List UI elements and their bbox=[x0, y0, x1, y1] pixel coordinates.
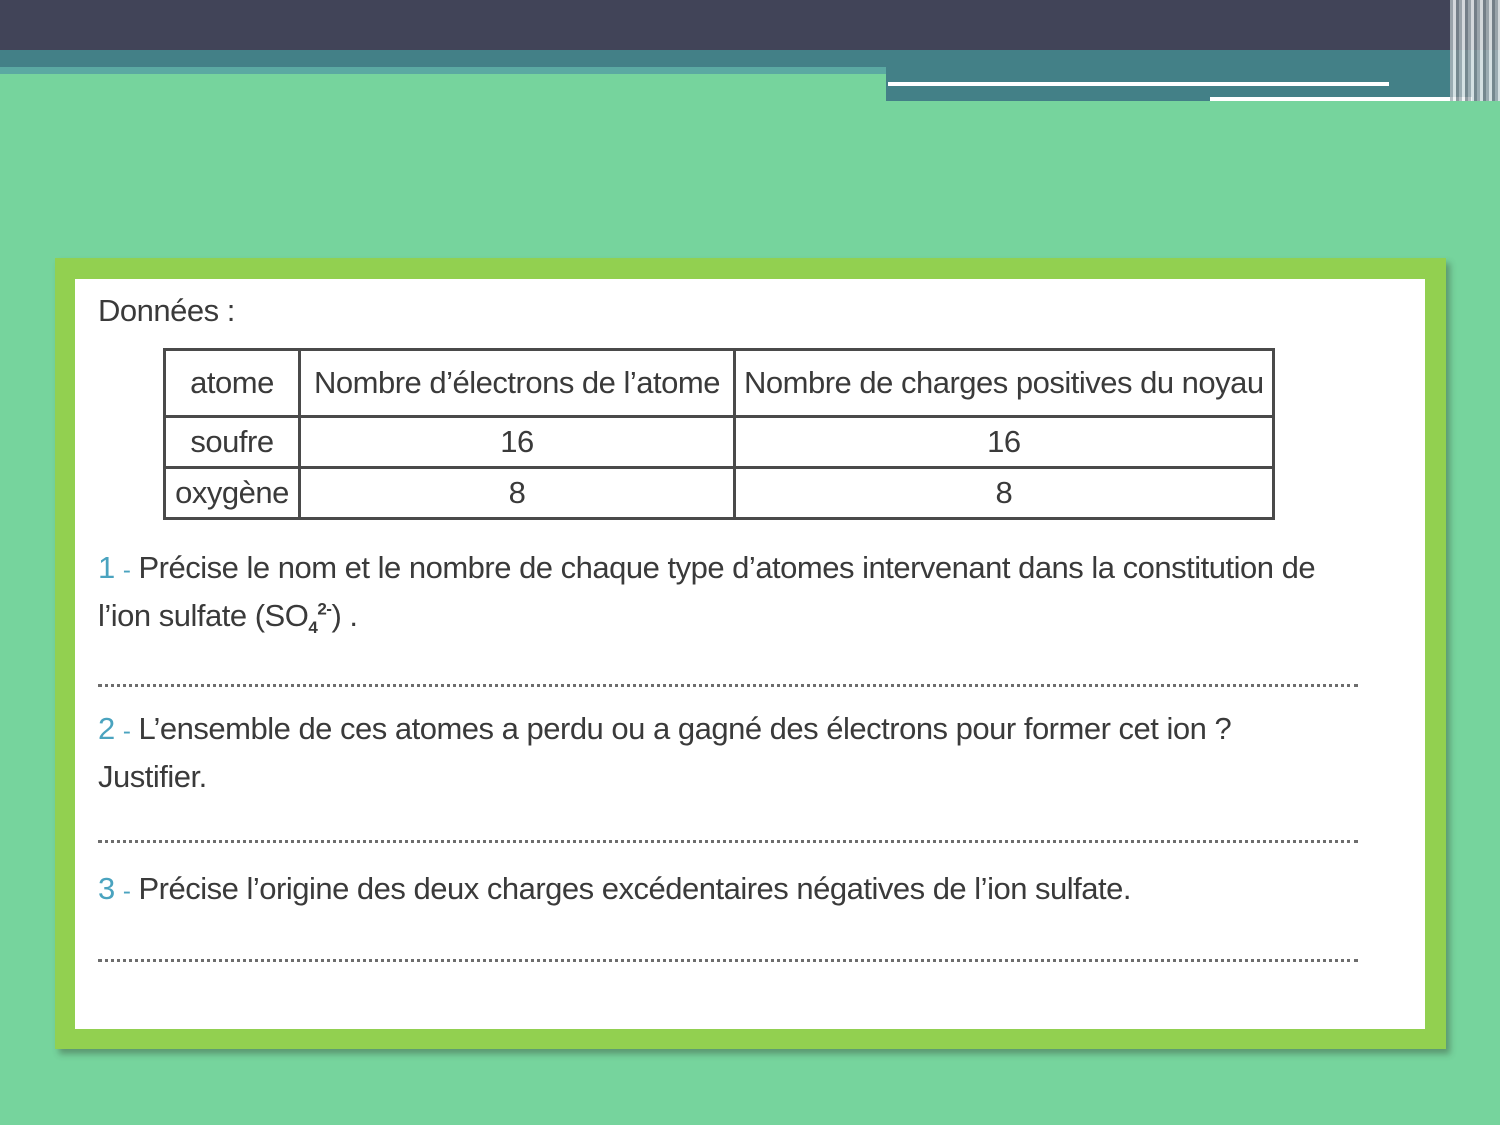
formula-subscript: 4 bbox=[308, 618, 318, 638]
table-cell: 8 bbox=[300, 468, 735, 519]
question-text: Précise le nom et le nombre de chaque type d’atomes intervenant dans la constitution de l’ion sulfate bbox=[98, 550, 1316, 633]
exercise-document bbox=[75, 279, 1425, 1029]
slide-teal-accent bbox=[0, 67, 886, 74]
formula-close: ) bbox=[331, 598, 342, 633]
question-tail: . bbox=[341, 598, 358, 633]
formula-open: ( bbox=[254, 598, 265, 633]
question-dash: - bbox=[122, 878, 131, 905]
table-cell: soufre bbox=[165, 417, 300, 468]
content-frame bbox=[55, 258, 1446, 1049]
table-cell: 16 bbox=[300, 417, 735, 468]
question-2 bbox=[98, 706, 1328, 799]
table-cell: 16 bbox=[735, 417, 1274, 468]
formula-superscript: 2- bbox=[317, 599, 332, 619]
table-cell: oxygène bbox=[165, 468, 300, 519]
question-number: 3 bbox=[98, 871, 115, 906]
slide-teal-bar bbox=[0, 50, 1500, 67]
question-text: Précise l’origine des deux charges excédentaires négatives de l’ion sulfate. bbox=[138, 871, 1131, 906]
question-dash: - bbox=[122, 557, 131, 584]
table-row bbox=[165, 417, 1274, 468]
question-dash: - bbox=[122, 718, 131, 745]
answer-line[interactable] bbox=[98, 840, 1358, 843]
table-header-cell: Nombre d’électrons de l’atome bbox=[300, 350, 735, 417]
answer-line[interactable] bbox=[98, 684, 1358, 687]
sulfate-ion-formula bbox=[254, 598, 342, 638]
question-text: L’ensemble de ces atomes a perdu ou a gagné des électrons pour former cet ion ? Justifier. bbox=[98, 711, 1232, 794]
formula-base: SO bbox=[264, 598, 309, 633]
slide-white-line bbox=[1210, 97, 1472, 101]
data-heading: Données : bbox=[98, 293, 235, 328]
atom-data-table bbox=[163, 348, 1275, 520]
slide-top-bar bbox=[0, 0, 1500, 50]
table-header-cell: atome bbox=[165, 350, 300, 417]
slide-edge-stripes bbox=[1450, 0, 1500, 101]
table-header-row bbox=[165, 350, 1274, 417]
question-number: 1 bbox=[98, 550, 115, 585]
table-row bbox=[165, 468, 1274, 519]
question-number: 2 bbox=[98, 711, 115, 746]
slide-white-line bbox=[888, 82, 1389, 86]
table-cell: 8 bbox=[735, 468, 1274, 519]
question-3 bbox=[98, 866, 1328, 914]
question-1 bbox=[98, 545, 1328, 638]
table-header-cell: Nombre de charges positives du noyau bbox=[735, 350, 1274, 417]
answer-line[interactable] bbox=[98, 959, 1358, 962]
